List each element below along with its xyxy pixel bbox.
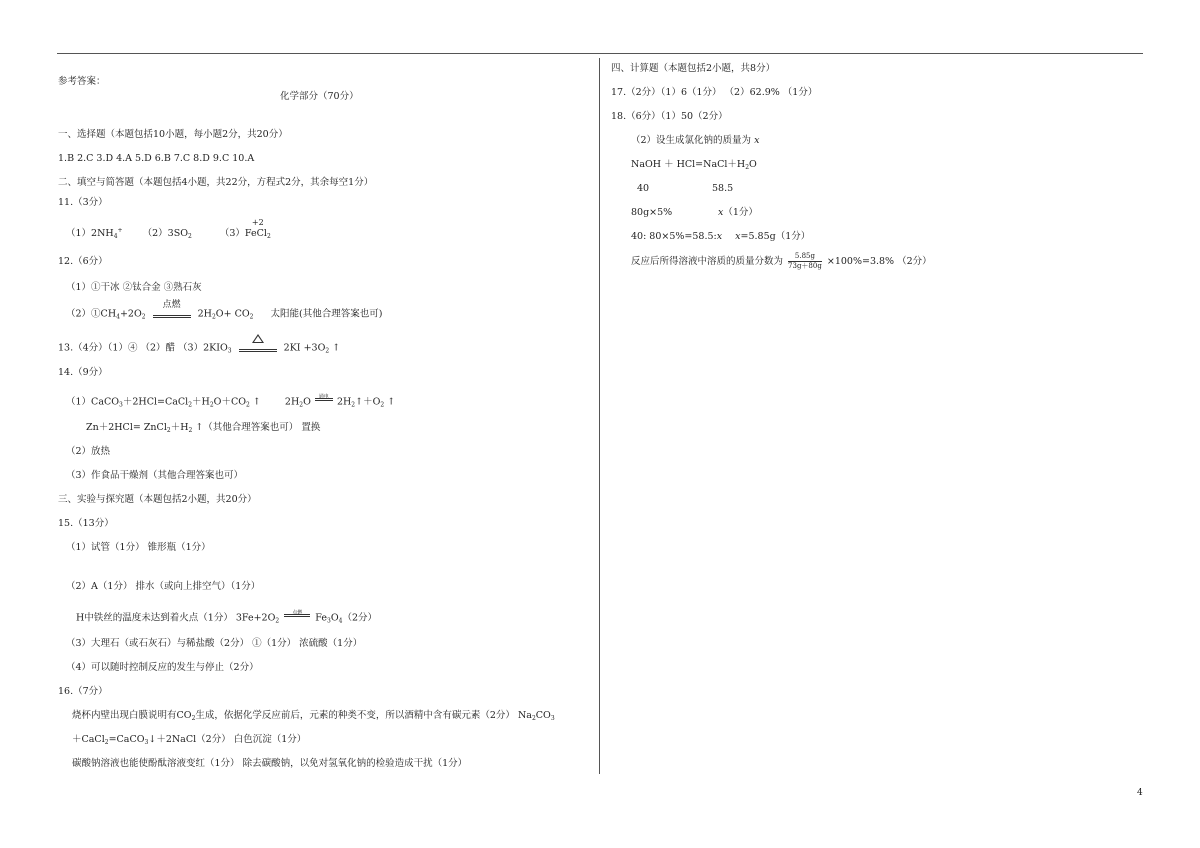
q11-answer-3: +2 （3）FeCl$_2$	[219, 218, 271, 240]
q14-answer-2: （2）放热	[66, 446, 111, 457]
section-subtitle: 化学部分（70分）	[280, 91, 359, 102]
q18-molar-mass-1: 40	[637, 183, 650, 194]
q15-answer-2: （2）A（1分） 排水（或向上排空气）（1分）	[66, 581, 261, 592]
q16-line-3: 碳酸钠溶液也能使酚酞溶液变红（1分） 除去碳酸钠，以免对氢氧化钠的检验造成干扰（1分）	[72, 758, 468, 769]
q18-answer-2-setup: （2）设生成氯化钠的质量为 x	[631, 135, 760, 146]
q17-answer: 17.（2分）（1）6（1分） （2）62.9% （1分）	[611, 87, 818, 98]
column-divider	[599, 58, 600, 774]
q14-answer-1: $(1)CaCO_3+2HCl=CaCl_2+H_2O+CO_2$ ↑ $2H_2O$ 通电 $2H_2↑+O_2$ ↑	[66, 394, 396, 409]
q15-answer-3: （3）大理石（或石灰石）与稀盐酸（2分） ①（1分） 浓硫酸（1分）	[66, 638, 363, 649]
q15-answer-1: （1）试管（1分） 锥形瓶（1分）	[66, 542, 211, 553]
q11-header: 11.（3分）	[58, 197, 108, 208]
ignite-condition-arrow: 点燃	[153, 308, 191, 320]
q13-answer: 13.（4分）（1）④ （2）醋 $(3)2KIO_3$ $2KI +3O_2$ ↑	[58, 342, 340, 358]
q12-answer-2: $(2)①CH_4+2O_2$ 点燃 $2H_2O+ CO_2$ 太阳能(其他合理答案也可)	[66, 300, 383, 321]
q12-answer-1: （1）①干冰 ②钛合金 ③熟石灰	[66, 282, 202, 293]
q12-header: 12.（6分）	[58, 256, 108, 267]
q15-iron-wire: H中铁丝的温度未达到着火点（1分） $3Fe+2O_2$ 点燃 $Fe_3O_4(2$分）	[76, 610, 377, 625]
q14-zinc-equation: $Zn+2HCl= ZnCl_2+H_2$ ↑（其他合理答案也可） 置换	[86, 422, 321, 434]
section-3-title: 三、实验与探究题（本题包括2小题，共20分）	[58, 494, 257, 505]
q18-known-mass: 80g×5%	[631, 207, 673, 218]
q15-header: 15.（13分）	[58, 518, 114, 529]
top-rule	[57, 53, 1143, 54]
section-4-title: 四、计算题（本题包括2小题，共8分）	[611, 63, 776, 74]
ignite-condition-arrow-small: 点燃	[284, 612, 310, 624]
mass-fraction: $\frac{5.85g}{73g+80g}$	[788, 252, 822, 270]
q14-answer-3: （3）作食品干燥剂（其他合理答案也可）	[66, 470, 244, 481]
q18-answer-1: 18.（6分）（1）50（2分）	[611, 111, 728, 122]
q14-header: 14.（9分）	[58, 367, 108, 378]
section-1-title: 一、选择题（本题包括10小题，每小题2分，共20分）	[58, 129, 288, 140]
q18-ratio: 40: 80×5%=58.5:x x=5.85g（1分）	[631, 231, 811, 242]
section-1-answers: 1.B 2.C 3.D 4.A 5.D 6.B 7.C 8.D 9.C 10.A	[58, 153, 255, 164]
electrolysis-condition-arrow: 通电	[315, 396, 333, 408]
q11-answer-2: （2）3SO	[142, 228, 188, 239]
q16-line-1: 烧杯内壁出现白膜说明有$CO_2$生成，依据化学反应前后，元素的种类不变，所以酒精中含有碳元素（2分） $Na_2CO_3$	[72, 710, 555, 722]
q18-unknown: x（1分）	[718, 207, 758, 218]
q11-answers: $(1)2NH_4^+$ $(2)3SO_2$ +2 （3）FeCl$_2$	[66, 225, 271, 243]
q16-header: 16.（7分）	[58, 686, 108, 697]
q16-line-2: ＋CaCl$_2$=CaCO$_3$↓＋2NaCl（2分） 白色沉淀（1分）	[72, 734, 307, 746]
q15-answer-4: （4）可以随时控制反应的发生与停止（2分）	[66, 662, 259, 673]
section-2-title: 二、填空与简答题（本题包括4小题，共22分，方程式2分，其余每空1分）	[58, 177, 374, 188]
q11-answer-1: （1）2NH	[66, 228, 114, 239]
q18-final: 反应后所得溶液中溶质的质量分数为 $\frac{5.85g}{73g+80g}$ ×100%=3.8% （2分）	[631, 252, 932, 270]
q18-molar-mass-2: 58.5	[712, 183, 734, 194]
heat-condition-arrow	[239, 342, 277, 354]
q18-equation: NaOH ＋ $HCl=NaCl+H_2O$	[631, 159, 757, 171]
reference-answer-label: 参考答案：	[58, 76, 106, 87]
page-number: 4	[1137, 788, 1143, 798]
